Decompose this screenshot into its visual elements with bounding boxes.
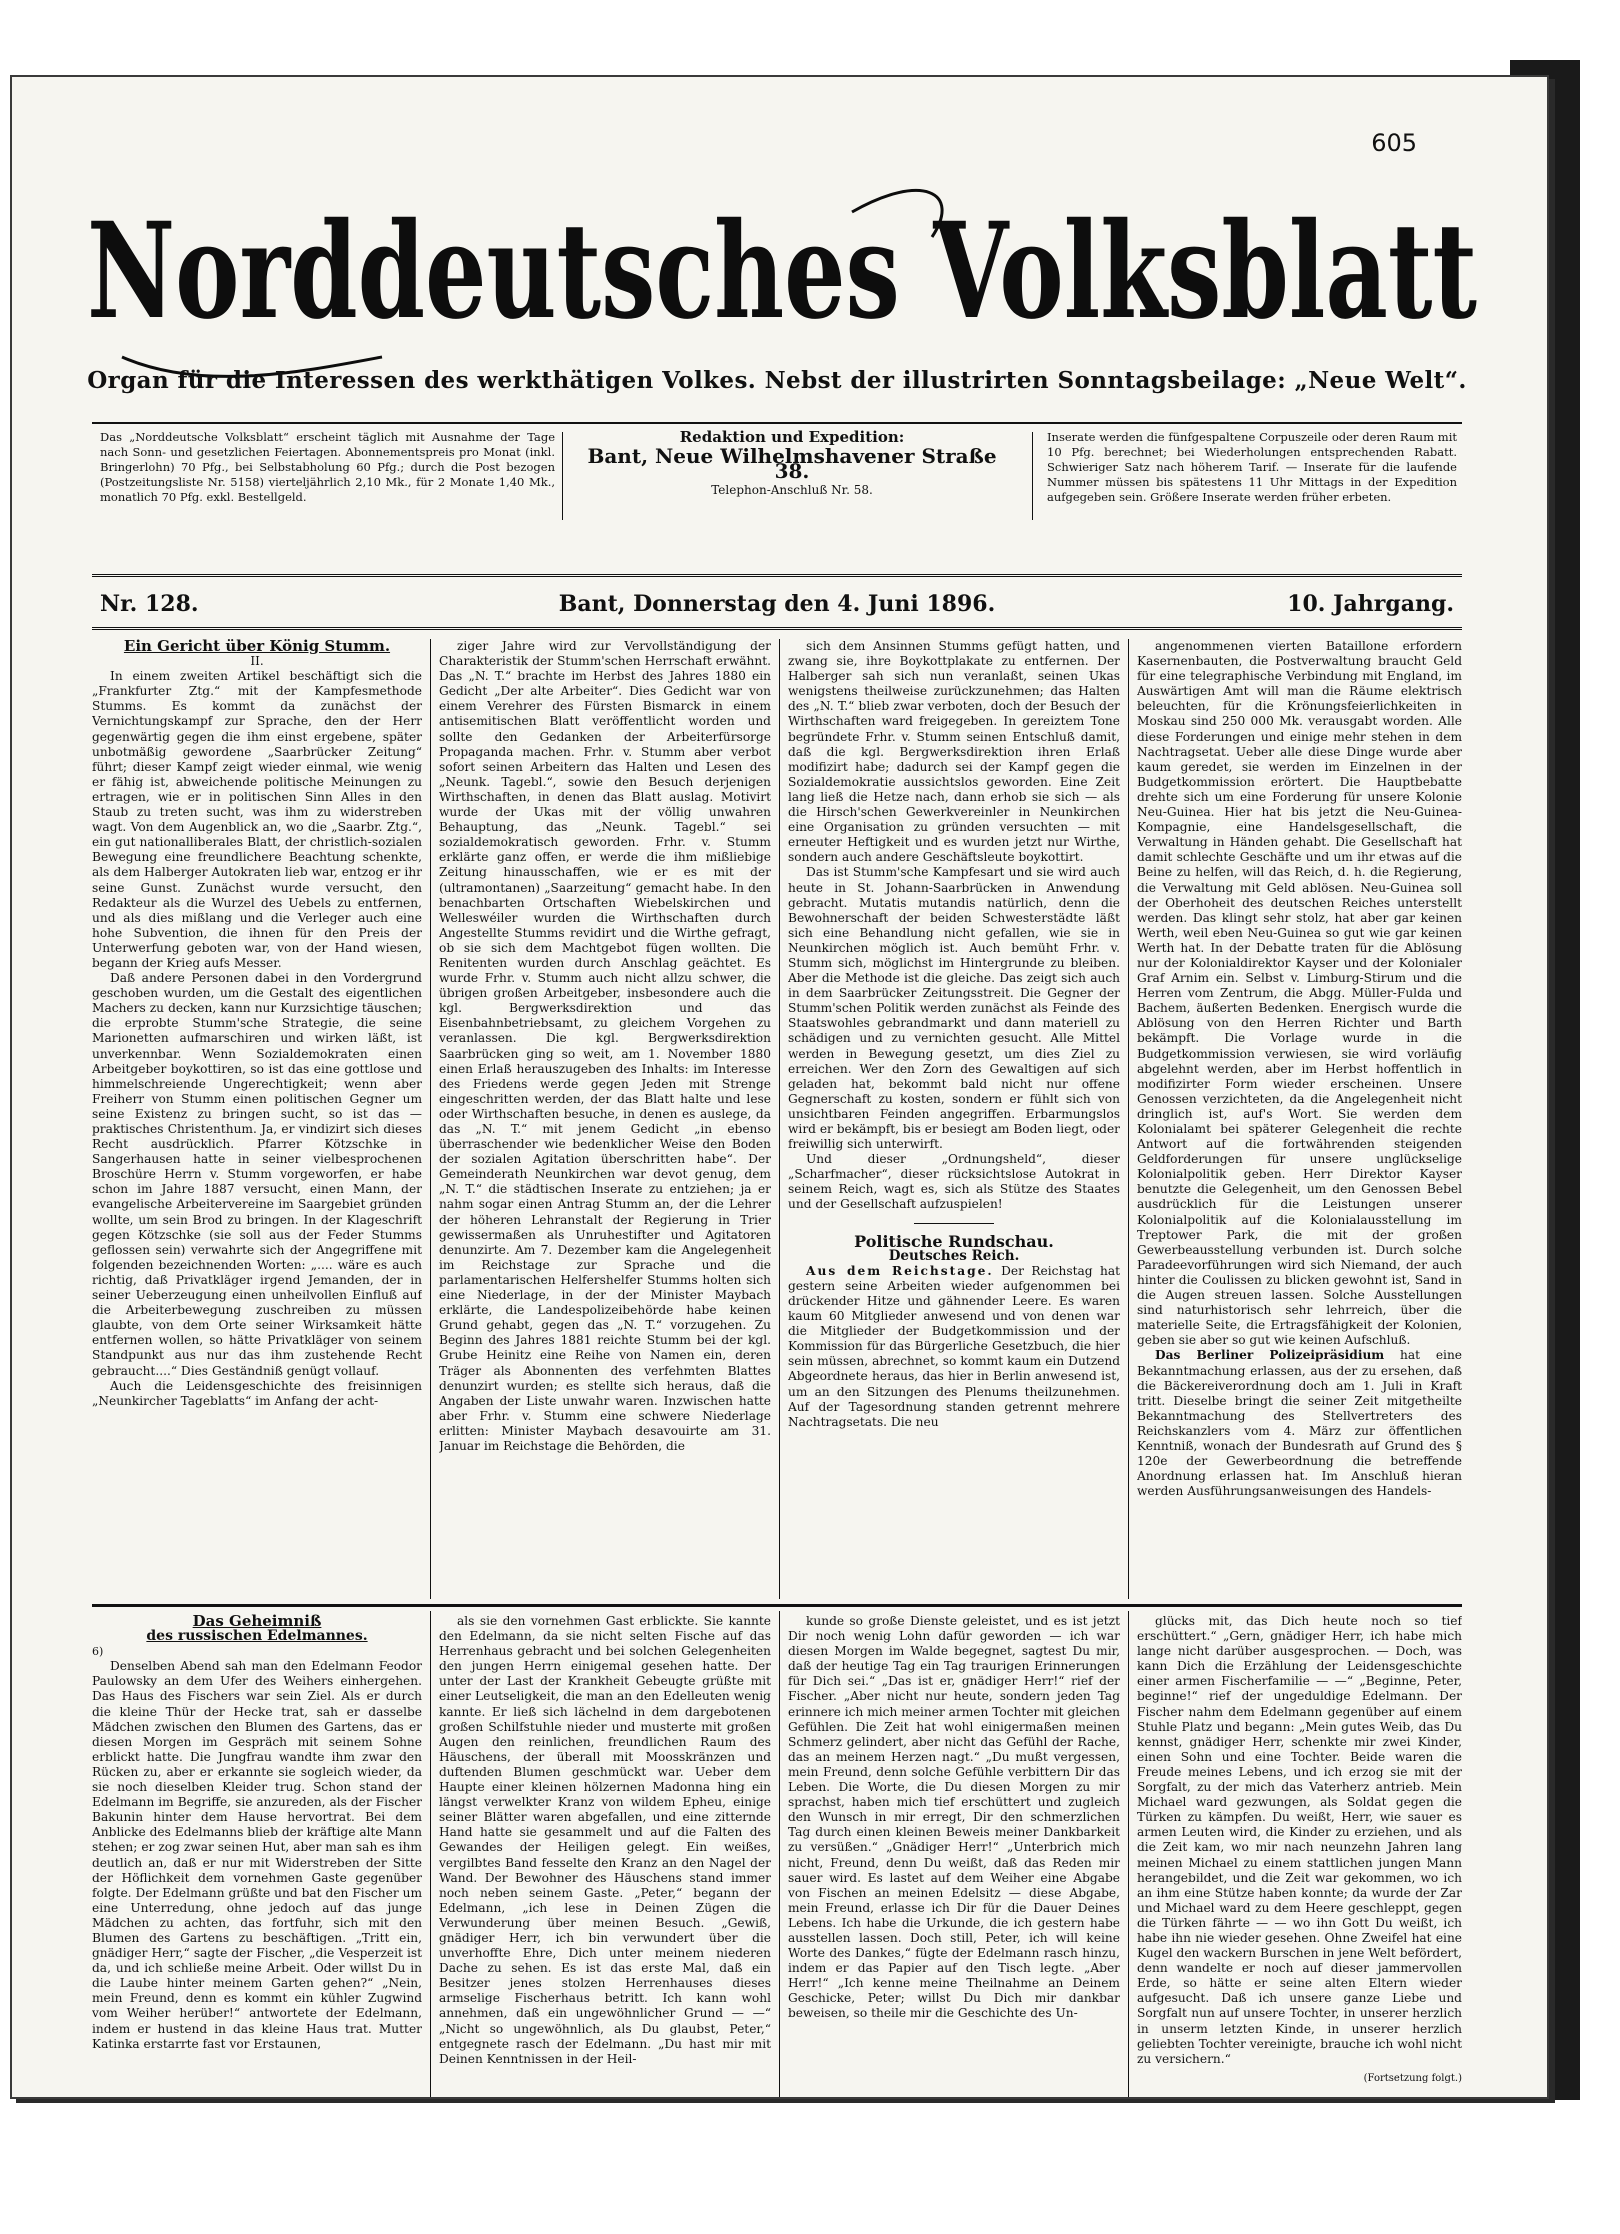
feuilleton-subtitle: des russischen Edelmannes. xyxy=(146,1628,368,1645)
paragraph-lead: Aus dem Reichstage. xyxy=(806,1263,994,1278)
divider xyxy=(562,432,563,520)
subtitle: Organ für die Interessen des werkthätigen Volkes. Nebst der illustrirten Sonntagsbeilage: „Neue Welt“. xyxy=(87,367,1467,394)
article-stumm-col3 xyxy=(788,639,1120,1597)
info-bar xyxy=(92,422,1462,577)
separator xyxy=(914,1223,994,1224)
paragraph: ziger Jahre wird zur Vervollständigung der Charakteristik der Stumm'schen Herrschaft erwähnt. Das „N. T.“ brachte im Herbst des Jahres 1880 ein Gedicht „Der alte Arbeiter“. Dies Gedicht war von einem Verehrer des Fürsten Bismarck in einem antisemitischen Blatt veröffentlicht worden und sollte den Gedanken der Arbeiterfürsorge Propaganda machen. Frhr. v. Stumm aber verbot sofort seinen Arbeitern das Halten und Lesen des „Neunk. Tagebl.“, sowie den Besuch derjenigen Wirthschaften, in denen das Blatt auslag. Motivirt wurde der Ukas mit der völlig unwahren Behauptung, das „Neunk. Tagebl.“ sei sozialdemokratisch geworden. Frhr. v. Stumm erklärte ganz offen, er werde die ihm mißliebige Zeitung hinausschaffen, wie er es mit der (ultramontanen) „Saarzeitung“ gemacht habe. In den benachbarten Ortschaften Wiebelskirchen und Welleswéiler wurden die Wirthschaften durch Angestellte Stumms revidirt und die Wirthe gefragt, ob sie sich dem Machtgebot fügen wollten. Die Renitenten wurden durch Anschlag geächtet. Es wurde Frhr. v. Stumm auch nicht allzu schwer, die übrigen großen Arbeitgeber, insbesondere auch die kgl. Bergwerksdirektion und das Eisenbahnbetriebsamt, zu gleichem Vorgehen zu veranlassen. Die kgl. Bergwerksdirektion Saarbrücken ging so weit, am 1. November 1880 einen Erlaß herauszugeben des Inhalts: im Interesse des Friedens werde gegen Jeden mit Strenge eingeschritten werden, der das Blatt halte und lese oder Wirthschaften besuche, in denen es auslege, da das „N. T.“ mit jenem Gedicht „in ebenso überraschender wie bedenklicher Weise den Boden der sozialen Agitation überschritten habe“. Der Gemeinderath Neunkirchen war devot genug, dem „N. T.“ die städtischen Inserate zu entziehen; ja er nahm sogar einen Antrag Stumm an, der die Lehrer der höheren Lehranstalt der Regierung in Trier gewissermaßen als Unruhestifter und Agitatoren denunzirte. Am 7. Dezember kam die Angelegenheit im Reichstage zur Sprache und die parlamentarischen Helfershelfer Stumms holten sich eine Niederlage, in der der Minister Maybach erklärte, die Landespolizeibehörde habe keinen Grund gehabt, gegen das „N. T.“ vorzugehen. Zu Beginn des Jahres 1881 reichte Stumm bei der kgl. Grube Heinitz eine Reihe von Namen ein, deren Träger als Abonnenten des verfehmten Blattes denunzirt wurden; es stellte sich heraus, daß die Angaben der Liste unwahr waren. Inzwischen hatte aber Frhr. v. Stumm eine schwere Niederlage erlitten: Minister Maybach desavouirte am 31. Januar im Reichstage die Behörden, die xyxy=(439,639,771,1453)
installment-number: 6) xyxy=(92,1645,104,1659)
column-rule xyxy=(430,1611,431,2099)
article-part: II. xyxy=(250,654,264,669)
column-rule xyxy=(1128,1611,1129,2099)
newspaper-page xyxy=(10,75,1549,2099)
paragraph: kunde so große Dienste geleistet, und es ist jetzt Dir noch wenig Lohn dafür geworden — ich war diesen Morgen im Walde begegnet, sagtest Du mir, daß der heutige Tag ein Tag traurigen Erinnerungen für Dich sei.“ „Das ist er, gnädiger Herr!“ rief der Fischer. „Aber nicht nur heute, sondern jeden Tag erinnere ich mich meiner armen Tochter mit gleichen Gefühlen. Die Zeit hat wohl einigermaßen meinen Schmerz gelindert, aber nicht das Gefühl der Rache, das an meinem Herzen nagt.“ „Du mußt vergessen, mein Freund, denn solche Gefühle verbittern Dir das Leben. Die Worte, die Du diesen Morgen zu mir sprachst, haben mich tief erschüttert und zugleich den Wunsch in mir erregt, Dir den schmerzlichen Tag durch einen kleinen Beweis meiner Dankbarkeit zu versüßen.“ „Gnädiger Herr!“ „Unterbrich mich nicht, Freund, denn Du weißt, daß das Reden mir sauer wird. Es lastet auf dem Weiher eine Abgabe von Fischen an meinen Edelsitz — diese Abgabe, mein Freund, erlasse ich Dir für die Dauer Deines Lebens. Ich habe die Urkunde, die ich gestern habe ausstellen lassen. Doch still, Peter, ich will keine Worte des Dankes,“ fügte der Edelmann rasch hinzu, indem er das Papier auf den Tisch legte. „Aber Herr!“ „Ich kenne meine Theilnahme an Deinem Geschicke, Peter; willst Du Dich mir dankbar beweisen, so theile mir die Geschichte des Un- xyxy=(788,1614,1120,2021)
paragraph: sich dem Ansinnen Stumms gefügt hatten, und zwang sie, ihre Boykottplakate zu entfernen. Der Halberger sah sich nun veranlaßt, seinen Ukas wenigstens theilweise zurückzunehmen; das Halten des „N. T.“ blieb zwar verboten, doch der Besuch der Wirthschaften ward freigegeben. In gereiztem Tone begründete Frhr. v. Stumm seinen Entschluß damit, daß die kgl. Bergwerksdirektion ihren Erlaß modifizirt habe; dadurch sei der Kampf gegen die Sozialdemokratie aussichtslos geworden. Eine Zeit lang ließ die Hetze nach, dann erhob sie sich — als die Hirsch'schen Gewerkvereinler in Neunkirchen eine Organisation zu gründen versuchten — mit erneuter Heftigkeit und es wurden jetzt nur Wirthe, sondern auch andere Geschäftsleute boykottirt. xyxy=(788,639,1120,865)
paragraph: angenommenen vierten Bataillone erfordern Kasernenbauten, die Postverwaltung braucht Geld für eine telegraphische Verbindung mit England, im Auswärtigen Amt will man die Räume elektrisch beleuchten, für die Krönungsfeierlichkeiten in Moskau sind 250 000 Mk. verausgabt worden. Alle diese Forderungen und einige mehr stehen in dem Nachtragsetat. Ueber alle diese Dinge wurde aber kaum geredet, sie werden im Einzelnen in der Budgetkommission erörtert. Die Hauptbebatte drehte sich um eine Forderung für unsere Kolonie Neu-Guinea. Hier hat bis jetzt die Neu-Guinea-Kompagnie, eine Handelsgesellschaft, die Verwaltung in Händen gehabt. Die Gesellschaft hat damit schlechte Geschäfte und um ihr etwas auf die Beine zu helfen, will das Reich, d. h. die Regierung, die Verwaltung mit Geld ablösen. Neu-Guinea soll der Oberhoheit des deutschen Reiches unterstellt werden. Das klingt sehr stolz, hat aber gar keinen Werth, weil eben Neu-Guinea so gut wie gar keinen Werth hat. In der Debatte traten für die Ablösung nur der Kolonialdirektor Kayser und der Kolonialer Graf Arnim ein. Selbst v. Limburg-Stirum und die Herren vom Zentrum, die Abgg. Müller-Fulda und Bachem, äußerten Bedenken. Energisch wurde die Ablösung von den Herren Richter und Barth bekämpft. Die Vorlage wurde in die Budgetkommission verwiesen, sie wird vorläufig abgelehnt werden, aber im Herbst hoffentlich in modifizirter Form wieder erscheinen. Unsere Genossen verzichteten, da die Angelegenheit nicht dringlich ist, auf's Wort. Sie werden dem Kolonialamt bei späterer Gelegenheit die rechte Antwort auf die fortwährenden steigenden Geldforderungen für unsere unglückselige Kolonialpolitik geben. Herr Direktor Kayser benutzte die Gelegenheit, um den Genossen Bebel ausdrücklich für die Leistungen unserer Kolonialpolitik auf die Kolonialausstellung im Treptower Park, die mit der großen Gewerbeausstellung verbunden ist. Durch solche Paradeevorführungen wird sich Niemand, der auch hinter die Coulissen zu blicken gewohnt ist, Sand in die Augen streuen lassen. Solche Ausstellungen sind naturhistorisch sehr lehrreich, über die materielle Seite, die Ertragsfähigkeit der Kolonien, geben sie aber so gut wie keinen Aufschluß. xyxy=(1137,639,1462,1348)
advertising-info: Inserate werden die fünfgespaltene Corpuszeile oder deren Raum mit 10 Pfg. berechnet; bei Wiederholungen entsprechenden Rabatt. Schwieriger Satz nach höherem Tarif. — Inserate für die laufende Nummer müssen bis spätestens 11 Uhr Mittags in der Expedition aufgegeben sein. Größere Inserate werden früher erbeten. xyxy=(1047,430,1457,504)
paragraph xyxy=(1137,1348,1462,1499)
paragraph-lead: Das Berliner Polizeipräsidium xyxy=(1155,1348,1385,1363)
paragraph xyxy=(788,1264,1120,1430)
feuilleton-col1 xyxy=(92,1614,422,2099)
paragraph: In einem zweiten Artikel beschäftigt sich die „Frankfurter Ztg.“ mit der Kampfesmethode Stumms. Es kommt da zunächst der Vernichtungskampf zur Sprache, den der Herr gegenwärtig gegen die ihm einst ergebene, später unbotmäßig gewordene „Saarbrücker Zeitung“ führt; dieser Kampf zeigt wieder einmal, wie wenig er fähig ist, abweichende politische Meinungen zu ertragen, wie er in politischen Sinn Alles in den Staub zu treten sucht, was ihm zu widerstreben wagt. Von dem Augenblick an, wo die „Saarbr. Ztg.“, ein gut nationalliberales Blatt, der christlich-sozialen Bewegung eine freundlichere Beachtung schenkte, als dem Halberger Autokraten lieb war, entzog er ihr seine Gunst. Zunächst wurde versucht, den Redakteur als die Wurzel des Uebels zu entfernen, und als dies mißlang und die Verleger auch eine hohe Subvention, die ihnen für den Preis der Unterwerfung geboten war, von der Hand wiesen, begann der Krieg aufs Messer. xyxy=(92,669,422,970)
editorial-label: Redaktion und Expedition: xyxy=(679,428,905,446)
feuilleton-col3 xyxy=(788,1614,1120,2099)
feuilleton-rule xyxy=(92,1604,1462,1607)
column-rule xyxy=(430,639,431,1599)
page-number: 605 xyxy=(1371,129,1417,157)
paragraph: Daß andere Personen dabei in den Vordergrund geschoben wurden, um die Gestalt des eigentlichen Machers zu decken, kann nur Kurzsichtige täuschen; die erprobte Stumm'sche Strategie, die seine Marionetten aufmarschiren und wirken läßt, ist unverkennbar. Wenn Sozialdemokraten einen Arbeitgeber boykottiren, so ist das eine gottlose und himmelschreiende Ungerechtigkeit; wenn aber Freiherr von Stumm einen politischen Gegner um seine Existenz zu bringen sucht, so ist das — praktisches Christenthum. Ja, er vindizirt sich dieses Recht ausdrücklich. Pfarrer Kötzschke in Sangerhausen hatte in seiner vielbesprochenen Broschüre Herrn v. Stumm vorgeworfen, er habe schon im Jahre 1887 versucht, einen Mann, der evangelische Arbeitervereine im Saargebiet gründen wollte, um sein Brod zu bringen. In der Klageschrift gegen Kötzschke (sie soll aus der Feder Stumms geflossen sein) verwahrte sich der Angegriffene mit folgenden bezeichnenden Worten: „.... wäre es auch richtig, daß Privatkläger irgend Jemanden, der in seiner Ueberzeugung einen unheilvollen Einfluß auf die Arbeiterbewegung zuschreiben zu müssen glaubte, von dem Orte seiner Wirksamkeit hätte entfernen wollen, so hätte Privatkläger von seinem Standpunkt aus nur das ihm zustehende Recht gebraucht....“ Dies Geständniß genügt vollauf. xyxy=(92,971,422,1378)
telephone: Telephon-Anschluß Nr. 58. xyxy=(711,483,873,497)
continuation-note: (Fortsetzung folgt.) xyxy=(1363,2072,1462,2084)
paragraph: Denselben Abend sah man den Edelmann Feodor Paulowsky an dem Ufer des Weihers einhergehen. Das Haus des Fischers war sein Ziel. Als er durch die kleine Thür der Hecke trat, sah er dasselbe Mädchen zwischen den Blumen des Gartens, das er diesen Morgen im Gespräch mit seinem Sohne erblickt hatte. Die Jungfrau wandte ihm zwar den Rücken zu, aber er erkannte sie sogleich wieder, da sie noch dieselben Kleider trug. Schon stand der Edelmann im Begriffe, sie anzureden, als der Fischer Bakunin hinter dem Hause hervortrat. Bei dem Anblicke des Edelmanns blieb der kräftige alte Mann stehen; er zog zwar seinen Hut, aber man sah es ihm deutlich an, daß er nur mit Widerstreben der Sitte der Höflichkeit dem vornehmen Gaste gegenüber folgte. Der Edelmann grüßte und bat den Fischer um eine Unterredung, ohne jedoch auf das junge Mädchen zu achten, das fortfuhr, sich mit den Blumen des Gartens zu beschäftigen. „Tritt ein, gnädiger Herr,“ sagte der Fischer, „die Vesperzeit ist da, und ich schließe meine Arbeit. Oder willst Du in die Laube hinter meinem Garten gehen?“ „Nein, mein Freund, denn es kommt ein kühler Zugwind vom Weiher herüber!“ antwortete der Edelmann, indem er hustend in das kleine Haus trat. Mutter Katinka erstarrte fast vor Erstaunen, xyxy=(92,1659,422,2051)
paragraph-text: hat eine Bekanntmachung erlassen, aus der zu ersehen, daß die Bäckereiverordnung doch am 1. Juli in Kraft tritt. Dieselbe bringt die seiner Zeit mitgetheilte Bekanntmachung des Stellvertreters des Reichskanzlers vom 4. März zur öffentlichen Kenntniß, wonach der Bundesrath auf Grund des § 120e der Gewerbeordnung die betreffende Anordnung erlassen hat. Im Anschluß hieran werden Ausführungsanweisungen des Handels- xyxy=(1137,1348,1462,1499)
editorial-info xyxy=(572,430,1012,498)
article-stumm-col2 xyxy=(439,639,771,1597)
paragraph: als sie den vornehmen Gast erblickte. Sie kannte den Edelmann, da sie nicht selten Fische auf das Herrenhaus gebracht und bei solchen Gelegenheiten den jungen Herrn einigemal gesehen hatte. Der unter der Last der Krankheit Gebeugte grüßte mit einer Leutseligkeit, die man an den Edelleuten wenig kannte. Er ließ sich lächelnd in dem dargebotenen großen Schilfstuhle nieder und musterte mit großen Augen den reinlichen, freundlichen Raum des Häuschens, der überall mit Moosskränzen und duftenden Blumen geschmückt war. Ueber dem Haupte einer kleinen hölzernen Madonna hing ein längst verwelkter Kranz von wildem Epheu, einige seiner Blätter waren abgefallen, und eine zitternde Hand hatte sie gesammelt und auf die Falten des Gewandes der Heiligen gelegt. Ein weißes, vergilbtes Band fesselte den Kranz an den Nagel der Wand. Der Bewohner des Häuschens stand immer noch neben seinem Gaste. „Peter,“ begann der Edelmann, „ich lese in Deinen Zügen die Verwunderung über meinen Besuch. „Gewiß, gnädiger Herr, ich bin verwundert über die unverhoffte Ehre, Dich unter meinem niederen Dache zu sehen. Es ist das erste Mal, daß ein Besitzer jenes stolzen Herrenhauses dieses armselige Fischerhaus betritt. Ich kann wohl annehmen, daß ein ungewöhnlicher Grund — —“ „Nicht so ungewöhnlich, als Du glaubst, Peter,“ entgegnete rasch der Edelmann. „Du hast mir mit Deinen Kenntnissen in der Heil- xyxy=(439,1614,771,2066)
divider xyxy=(1032,432,1033,520)
news-col4 xyxy=(1137,639,1462,1597)
volume-year: 10. Jahrgang. xyxy=(1287,591,1454,617)
article-stumm-col1 xyxy=(92,639,422,1597)
paragraph: glücks mit, das Dich heute noch so tief erschüttert.“ „Gern, gnädiger Herr, ich habe mich lange nicht darüber ausgesprochen. — Doch, was kann Dich die Erzählung der Leidensgeschichte einer armen Fischerfamilie — —“ „Beginne, Peter, beginne!“ rief der ungeduldige Edelmann. Der Fischer nahm dem Edelmann gegenüber auf einem Stuhle Platz und begann: „Mein gutes Weib, das Du kennst, gnädiger Herr, schenkte mir zwei Kinder, einen Sohn und eine Tochter. Beide waren die Freude meines Lebens, und ich erzog sie mit der Sorgfalt, zu der mich das Vaterherz antrieb. Mein Michael ward gezwungen, als Soldat gegen die Türken zu kämpfen. Du weißt, Herr, wie sauer es armen Leuten wird, die Kinder zu erziehen, und als die Zeit kam, wo mir nach neunzehn Jahren lang meinen Michael zu einem stattlichen jungen Mann herangebildet, und die Zeit war gekommen, wo ich an ihm eine Stütze haben konnte; da wurde der Zar und Michael ward zu dem Heere geschleppt, gegen die Türken fährte — — wo ihn Gott Du weißt, ich habe ihn nie wieder gesehen. Ohne Zweifel hat eine Kugel den wackern Burschen in jene Welt befördert, denn wandelte er noch auf dieser jammervollen Erde, so hätte er seine alten Eltern wieder aufgesucht. Daß ich unsere ganze Liebe und Sorgfalt nun auf unsere Tochter, in unserer herzlich in unserm letzten Kinde, in unserer herzlich geliebten Tochter vereinigte, brauche ich wohl nicht zu versichern.“ xyxy=(1137,1614,1462,2066)
feuilleton-title: Das Geheimniß xyxy=(192,1614,322,1630)
masthead-title-text: Norddeutsches Volksblatt xyxy=(87,194,1478,349)
subsection-title: Deutsches Reich. xyxy=(888,1247,1020,1264)
paragraph: Das ist Stumm'sche Kampfesart und sie wird auch heute in St. Johann-Saarbrücken in Anwendung gebracht. Mutatis mutandis natürlich, denn die Bewohnerschaft der beiden Schwesterstädte läßt sich eine Behandlung nicht gefallen, wie sie in Neunkirchen möglich ist. Auch bemüht Frhr. v. Stumm sich, möglichst im Hintergrunde zu bleiben. Aber die Methode ist die gleiche. Das zeigt sich auch in dem Saarbrücker Zeitungsstreit. Die Gegner der Stumm'schen Politik werden zunächst als Feinde des Staatswohles gebrandmarkt und dann materiell zu schädigen und zu vernichten gesucht. Alle Mittel werden in Bewegung gesetzt, um dies Ziel zu erreichen. Wer den Zorn des Gewaltigen auf sich geladen hat, bekommt bald nicht nur offene Gegnerschaft zu kosten, sondern er fühlt sich von unsichtbaren Feinden angegriffen. Erbarmungslos wird er bekämpft, bis er besiegt am Boden liegt, oder freiwillig sich unterwirft. xyxy=(788,865,1120,1152)
issue-date: Bant, Donnerstag den 4. Juni 1896. xyxy=(558,591,996,617)
editorial-address: Bant, Neue Wilhelmshavener Straße 38. xyxy=(587,444,997,483)
dateline xyxy=(92,587,1462,630)
issue-number: Nr. 128. xyxy=(100,591,199,617)
column-rule xyxy=(779,1611,780,2099)
scan-margin xyxy=(60,2100,1580,2160)
section-title: Politische Rundschau. xyxy=(854,1231,1054,1251)
column-rule xyxy=(779,639,780,1599)
feuilleton-col4 xyxy=(1137,1614,1462,2099)
subscription-info: Das „Norddeutsche Volksblatt“ erscheint täglich mit Ausnahme der Tage nach Sonn- und gesetzlichen Feiertagen. Abonnementspreis pro Monat (inkl. Bringerlohn) 70 Pfg., bei Selbstabholung 60 Pfg.; durch die Post bezogen (Postzeitungsliste Nr. 5158) vierteljährlich 2,10 Mk., für 2 Monate 1,40 Mk., monatlich 70 Pfg. exkl. Bestellgeld. xyxy=(100,430,555,504)
column-rule xyxy=(1128,639,1129,1599)
paragraph-text: Der Reichstag hat gestern seine Arbeiten wieder aufgenommen bei drückender Hitze und gähnender Leere. Es waren kaum 60 Mitglieder anwesend und von denen war die Mitglieder der Budgetkommission und der Kommission für das Bürgerliche Gesetzbuch, die hier sein müssen, abrechnet, so kommt kaum ein Dutzend Abgeordnete heraus, das hier in Berlin anwesend ist, um an den Sitzungen des Plenums theilzunehmen. Auf der Tagesordnung standen getrennt mehrere Nachtragsetats. Die neu xyxy=(788,1263,1120,1429)
paragraph: Und dieser „Ordnungsheld“, dieser „Scharfmacher“, dieser rücksichtslose Autokrat in seinem Reich, wagt es, sich als Stütze des Staates und der Gesellschaft aufzuspielen! xyxy=(788,1152,1120,1212)
article-columns xyxy=(92,639,1462,2099)
paragraph: Auch die Leidensgeschichte des freisinnigen „Neunkircher Tageblatts“ im Anfang der acht- xyxy=(92,1378,422,1408)
feuilleton-col2 xyxy=(439,1614,771,2099)
article-title: Ein Gericht über König Stumm. xyxy=(123,639,391,655)
